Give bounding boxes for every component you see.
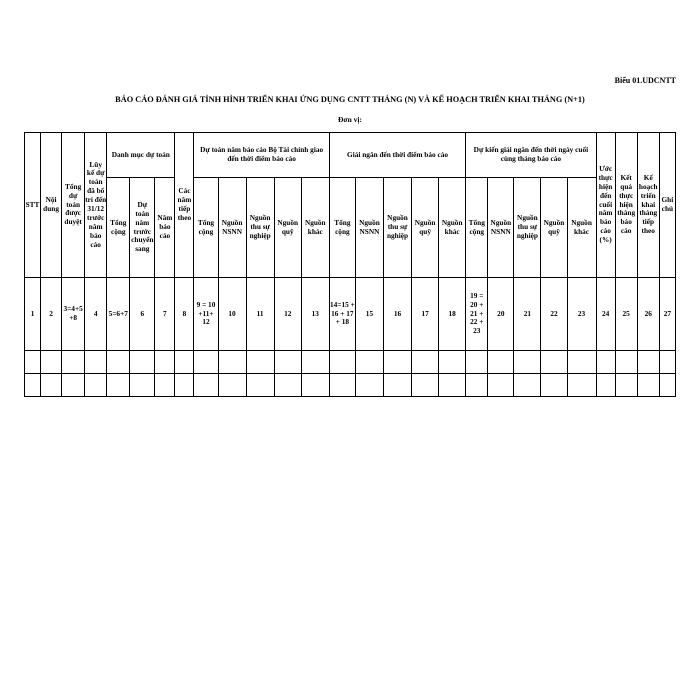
col-num-9: 9 = 10 +11+ 12	[194, 278, 218, 351]
header-ghi-chu: Ghi chú	[659, 133, 675, 278]
header-dk-quy: Nguồn quỹ	[541, 178, 567, 278]
col-num-16: 16	[383, 278, 411, 351]
empty-cell	[567, 351, 596, 374]
col-num-12: 12	[274, 278, 301, 351]
header-dt-tong-cong: Tổng cộng	[194, 178, 218, 278]
empty-cell	[466, 374, 488, 397]
empty-cell	[274, 374, 301, 397]
header-cac-nam-tiep-theo: Các năm tiếp theo	[175, 133, 194, 278]
col-num-14: 14=15 + 16 + 17 + 18	[329, 278, 355, 351]
header-stt: STT	[25, 133, 41, 278]
header-gn-su-nghiep: Nguồn thu sự nghiệp	[383, 178, 411, 278]
empty-cell	[514, 351, 541, 374]
empty-cell	[41, 374, 62, 397]
empty-cell	[62, 351, 85, 374]
header-dk-tong-cong: Tổng cộng	[466, 178, 488, 278]
empty-data-row	[25, 374, 676, 397]
header-ket-qua: Kết quả thực hiện tháng báo cáo	[615, 133, 637, 278]
empty-cell	[130, 351, 155, 374]
col-num-8: 8	[175, 278, 194, 351]
empty-cell	[85, 351, 107, 374]
header-luy-ke: Lũy kế dự toán đã bố trí đến 31/12 trước năm báo cáo	[85, 133, 107, 278]
empty-cell	[25, 374, 41, 397]
empty-cell	[107, 351, 130, 374]
col-num-22: 22	[541, 278, 567, 351]
empty-cell	[218, 351, 246, 374]
header-dt-quy: Nguồn quỹ	[274, 178, 301, 278]
empty-cell	[301, 351, 329, 374]
empty-cell	[329, 374, 355, 397]
col-num-18: 18	[439, 278, 466, 351]
empty-cell	[274, 351, 301, 374]
header-dm-du-toan-truoc: Dự toán năm trước chuyển sang	[130, 178, 155, 278]
col-num-7: 7	[155, 278, 175, 351]
header-giai-ngan-group: Giải ngân đến thời điểm báo cáo	[329, 133, 465, 178]
header-dm-tong-cong: Tổng cộng	[107, 178, 130, 278]
col-num-5: 5=6+7	[107, 278, 130, 351]
empty-cell	[246, 351, 274, 374]
empty-cell	[25, 351, 41, 374]
empty-cell	[355, 351, 383, 374]
header-gn-quy: Nguồn quỹ	[412, 178, 439, 278]
col-num-25: 25	[615, 278, 637, 351]
empty-cell	[194, 374, 218, 397]
header-gn-tong-cong: Tổng cộng	[329, 178, 355, 278]
empty-cell	[107, 374, 130, 397]
empty-cell	[383, 351, 411, 374]
col-num-6: 6	[130, 278, 155, 351]
col-num-26: 26	[637, 278, 659, 351]
header-dk-nsnn: Nguồn NSNN	[488, 178, 514, 278]
empty-cell	[596, 374, 615, 397]
header-noi-dung: Nội dung	[41, 133, 62, 278]
empty-cell	[615, 351, 637, 374]
empty-cell	[615, 374, 637, 397]
empty-cell	[659, 374, 675, 397]
col-num-17: 17	[412, 278, 439, 351]
report-table	[24, 132, 676, 397]
empty-cell	[355, 374, 383, 397]
header-du-toan-group: Dự toán năm báo cáo Bộ Tài chính giao đến thời điểm báo cáo	[194, 133, 329, 178]
col-num-27: 27	[659, 278, 675, 351]
empty-cell	[130, 374, 155, 397]
col-num-1: 1	[25, 278, 41, 351]
col-num-4: 4	[85, 278, 107, 351]
empty-cell	[439, 351, 466, 374]
report-title: BÁO CÁO ĐÁNH GIÁ TÌNH HÌNH TRIỂN KHAI ỨNG DỤNG CNTT THÁNG (N) VÀ KẾ HOẠCH TRIỂN KHAI THÁNG (N+1)	[115, 95, 585, 104]
column-number-row	[25, 278, 676, 351]
form-code: Biểu 01.UDCNTT	[614, 76, 676, 85]
col-num-23: 23	[567, 278, 596, 351]
empty-cell	[62, 374, 85, 397]
col-num-24: 24	[596, 278, 615, 351]
header-dk-su-nghiep: Nguồn thu sự nghiệp	[514, 178, 541, 278]
col-num-19: 19 = 20 + 21 + 22 + 23	[466, 278, 488, 351]
col-num-13: 13	[301, 278, 329, 351]
empty-cell	[329, 351, 355, 374]
col-num-15: 15	[355, 278, 383, 351]
empty-cell	[659, 351, 675, 374]
col-num-20: 20	[488, 278, 514, 351]
header-gn-khac: Nguồn khác	[439, 178, 466, 278]
empty-cell	[301, 374, 329, 397]
empty-cell	[412, 374, 439, 397]
col-num-10: 10	[218, 278, 246, 351]
header-tong-du-toan: Tổng dự toán được duyệt	[62, 133, 85, 278]
empty-cell	[596, 351, 615, 374]
empty-cell	[155, 374, 175, 397]
empty-cell	[567, 374, 596, 397]
empty-cell	[218, 374, 246, 397]
col-num-2: 2	[41, 278, 62, 351]
header-dt-nsnn: Nguồn NSNN	[218, 178, 246, 278]
col-num-11: 11	[246, 278, 274, 351]
empty-cell	[155, 351, 175, 374]
col-num-21: 21	[514, 278, 541, 351]
header-dt-khac: Nguồn khác	[301, 178, 329, 278]
empty-cell	[514, 374, 541, 397]
empty-cell	[85, 374, 107, 397]
empty-cell	[488, 374, 514, 397]
empty-cell	[383, 374, 411, 397]
header-uoc-thuc-hien: Ước thực hiện đến cuối năm báo cáo (%)	[596, 133, 615, 278]
empty-cell	[175, 351, 194, 374]
header-dt-su-nghiep: Nguồn thu sự nghiệp	[246, 178, 274, 278]
empty-cell	[246, 374, 274, 397]
empty-cell	[175, 374, 194, 397]
empty-data-row	[25, 351, 676, 374]
empty-cell	[41, 351, 62, 374]
header-dm-nam-bao-cao: Năm báo cáo	[155, 178, 175, 278]
header-dk-khac: Nguồn khác	[567, 178, 596, 278]
header-du-kien-group: Dự kiến giải ngân đến thời ngày cuối cùng tháng báo cáo	[466, 133, 596, 178]
empty-cell	[412, 351, 439, 374]
empty-cell	[637, 351, 659, 374]
header-gn-nsnn: Nguồn NSNN	[355, 178, 383, 278]
header-danh-muc-du-toan: Danh mục dự toán	[107, 133, 175, 178]
empty-cell	[439, 374, 466, 397]
unit-label: Đơn vị:	[338, 115, 362, 124]
empty-cell	[541, 374, 567, 397]
col-num-3: 3=4+5+8	[62, 278, 85, 351]
empty-cell	[194, 351, 218, 374]
header-ke-hoach: Kế hoạch triển khai tháng tiếp theo	[637, 133, 659, 278]
empty-cell	[466, 351, 488, 374]
empty-cell	[488, 351, 514, 374]
empty-cell	[637, 374, 659, 397]
empty-cell	[541, 351, 567, 374]
